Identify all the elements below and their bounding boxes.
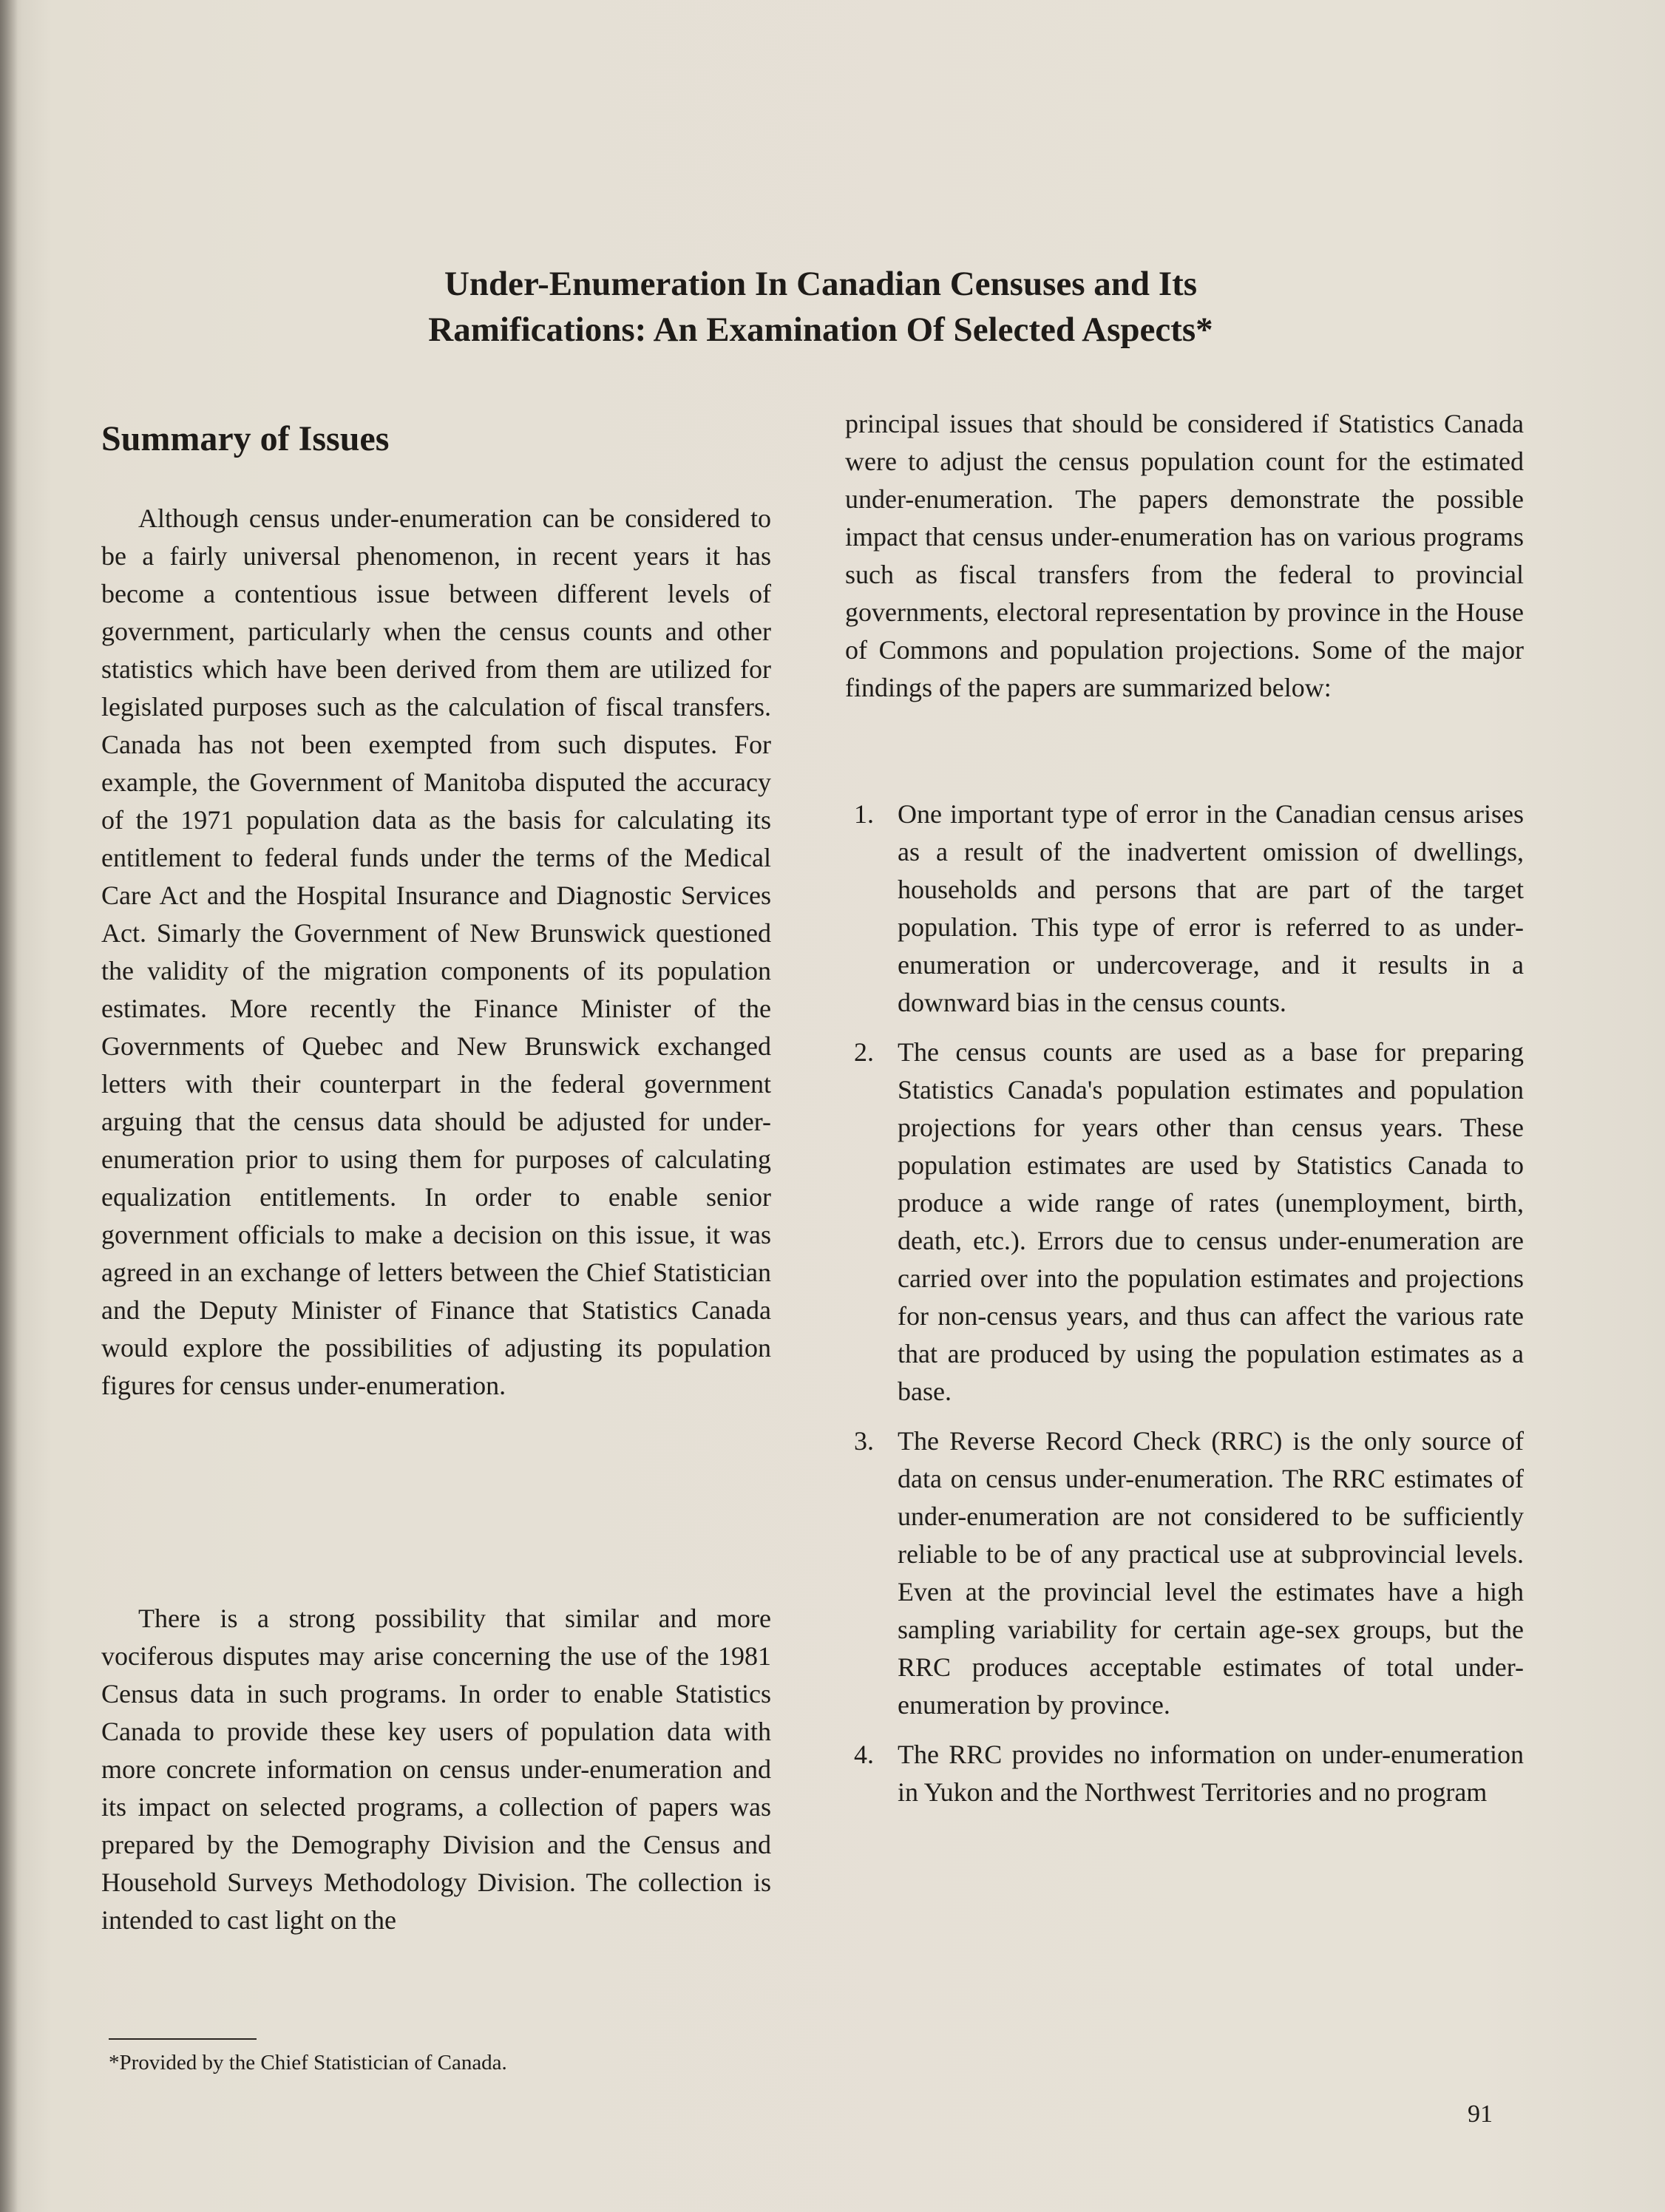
finding-text: The Reverse Record Check (RRC) is the only source of data on census under-enumeration. The RRC estimates of under-enumeration are not considered to be sufficiently reliable to be of any practical use at subprovincial levels. Even at the provincial level the estimates have a high sampling variability for certain age-sex groups, but the RRC produces acceptable estimates of total under-enumeration by province. <box>898 1426 1524 1720</box>
finding-text: One important type of error in the Canadian census arises as a result of the inadvertent omission of dwellings, households and persons that are part of the target population. This type of error is referred to as under-enumeration or undercoverage, and it results in a downward bias in the census counts. <box>898 799 1524 1017</box>
finding-number: 1. <box>854 799 874 829</box>
finding-number: 2. <box>854 1037 874 1067</box>
finding-item <box>845 1736 1524 1811</box>
left-column-paragraph-1: Although census under-enumeration can be considered to be a fairly universal phenomenon, in recent years it has become a contentious issue between different levels of government, particularly when the census counts and other statistics which have been derived from them are utilized for legislated purposes such as the calculation of fiscal transfers. Canada has not been exempted from such disputes. For example, the Government of Manitoba disputed the accuracy of the 1971 population data as the basis for calculating its entitlement to federal funds under the terms of the Medical Care Act and the Hospital Insurance and Diagnostic Services Act. Simarly the Government of New Brunswick questioned the validity of the migration components of its population estimates. More recently the Finance Minister of the Governments of Quebec and New Brunswick exchanged letters with their counterpart in the federal government arguing that the census data should be adjusted for under-enumeration prior to using them for purposes of calculating equalization entitlements. In order to enable senior government officials to make a decision on this issue, it was agreed in an exchange of letters between the Chief Statistician and the Deputy Minister of Finance that Statistics Canada would explore the possibilities of adjusting its population figures for census under-enumeration. <box>101 503 771 1400</box>
article-title <box>222 261 1420 353</box>
left-column-paragraph-2: There is a strong possibility that similar and more vociferous disputes may arise concerning the use of the 1981 Census data in such programs. In order to enable Statistics Canada to provide these key users of population data with more concrete information on census under-enumeration and its impact on selected programs, a collection of papers was prepared by the Demography Division and the Census and Household Surveys Methodology Division. The collection is intended to cast light on the <box>101 1604 771 1935</box>
footnote-divider <box>109 2038 257 2040</box>
article-title-line-1: Under-Enumeration In Canadian Censuses and Its <box>444 265 1198 304</box>
footnote: *Provided by the Chief Statistician of Canada. <box>109 2051 507 2074</box>
right-column-intro: principal issues that should be considered if Statistics Canada were to adjust the census population count for the estimated under-enumeration. The papers demonstrate the possible impact that census under-enumeration has on various programs such as fiscal transfers from the federal to provincial governments, electoral representation by province in the House of Commons and population projections. Some of the major findings of the papers are summarized below: <box>845 409 1524 702</box>
finding-number: 4. <box>854 1740 874 1769</box>
section-heading: Summary of Issues <box>101 419 390 458</box>
finding-number: 3. <box>854 1426 874 1456</box>
article-title-line-2: Ramifications: An Examination Of Selected Aspects* <box>428 311 1213 350</box>
page-number: 91 <box>1468 2100 1493 2128</box>
page-spine-shadow <box>0 0 18 2212</box>
findings-list <box>845 795 1524 1823</box>
finding-text: The census counts are used as a base for preparing Statistics Canada's population estimates and population projections for years other than census years. These population estimates are used by Statistics Canada to produce a wide range of rates (unemployment, birth, death, etc.). Errors due to census under-enumeration are carried over into the population estimates and projections for non-census years, and thus can affect the various rate that are produced by using the population estimates as a base. <box>898 1037 1524 1406</box>
finding-text: The RRC provides no information on under-enumeration in Yukon and the Northwest Territories and no program <box>898 1740 1524 1807</box>
finding-item <box>845 795 1524 1022</box>
finding-item <box>845 1034 1524 1411</box>
finding-item <box>845 1422 1524 1724</box>
